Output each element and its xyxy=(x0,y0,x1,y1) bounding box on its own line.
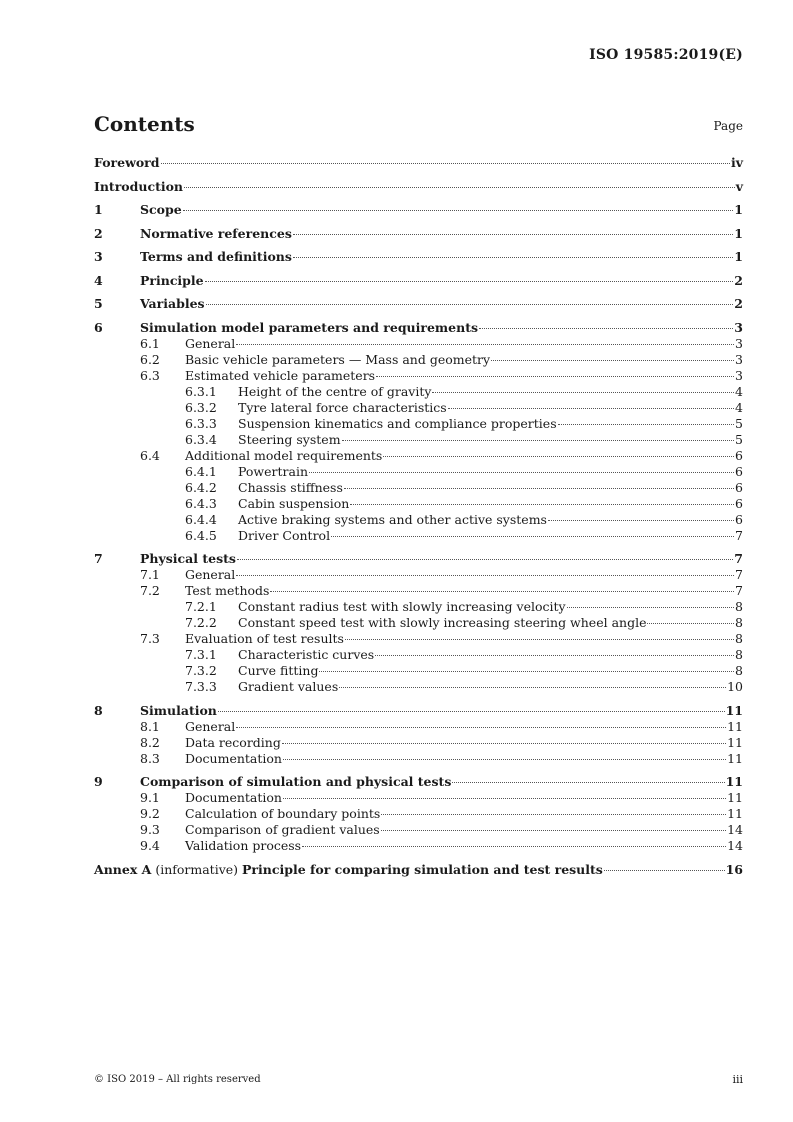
toc-entry-number: 6.3 xyxy=(140,367,160,383)
dot-leader xyxy=(236,575,734,576)
toc-entry-title: Test methods xyxy=(185,583,270,598)
toc-entry-page: 8 xyxy=(735,599,743,614)
toc-entry[interactable] xyxy=(94,703,743,719)
toc-entry-title: Additional model requirements xyxy=(185,447,383,463)
dot-leader xyxy=(339,687,726,688)
toc-entry-number: 3 xyxy=(94,249,103,264)
dot-leader xyxy=(206,304,734,305)
dot-leader xyxy=(205,281,734,282)
toc-entry[interactable] xyxy=(94,599,743,615)
toc-entry-page: 6 xyxy=(735,463,743,479)
toc-entry-title: Estimated vehicle parameters xyxy=(185,367,376,383)
toc-entry-page: 6 xyxy=(735,495,743,511)
toc-entry-title: Normative references xyxy=(140,225,292,241)
toc-entry-page: 3 xyxy=(734,319,743,335)
toc-entry-page: 6 xyxy=(735,479,743,495)
toc-entry-number: 6.4.1 xyxy=(185,463,217,479)
dot-leader xyxy=(448,408,734,409)
toc-entry-title: Validation process xyxy=(185,838,302,853)
toc-entry-page: 1 xyxy=(734,225,743,241)
toc-entry-page: 7 xyxy=(735,583,743,598)
toc-entry-title: Constant radius test with slowly increasing velocity xyxy=(238,599,566,614)
toc-entry-title: Calculation of boundary points xyxy=(185,806,381,821)
dot-leader xyxy=(647,623,734,624)
toc-entry-page: 10 xyxy=(727,679,743,694)
toc-entry-title: Chassis stiffness xyxy=(238,479,343,495)
dot-leader xyxy=(293,257,733,258)
dot-leader xyxy=(282,743,726,744)
toc-entry[interactable] xyxy=(94,273,743,289)
contents-title: Contents xyxy=(94,112,195,136)
toc-entry-page: 3 xyxy=(735,335,743,351)
dot-leader xyxy=(161,163,730,164)
toc-entry-number: 5 xyxy=(94,296,103,311)
dot-leader xyxy=(319,671,734,672)
annex-type: (informative) xyxy=(155,861,239,877)
dot-leader xyxy=(237,559,733,560)
toc-entry-number: 6.3.4 xyxy=(185,431,217,447)
toc-entry-title: Principle xyxy=(140,272,204,288)
toc-entry-title: Driver Control xyxy=(238,527,331,543)
dot-leader xyxy=(383,456,734,457)
toc-entry-page: 7 xyxy=(734,551,743,566)
toc-entry-title: Height of the centre of gravity xyxy=(238,383,432,399)
toc-entry[interactable] xyxy=(94,400,743,416)
toc-entry[interactable] xyxy=(94,647,743,663)
toc-entry[interactable] xyxy=(94,296,743,312)
toc-entry-title: Terms and definitions xyxy=(140,249,292,264)
toc-entry-number: 9.1 xyxy=(140,790,160,805)
page-column-label: Page xyxy=(713,119,743,133)
toc-entry[interactable] xyxy=(94,862,743,878)
toc-entry-page: 7 xyxy=(735,567,743,582)
toc-entry[interactable] xyxy=(94,336,743,352)
toc-entry-page: 2 xyxy=(734,272,743,288)
document-header-id: ISO 19585:2019(E) xyxy=(589,47,743,63)
toc-entry-number: 7.2 xyxy=(140,583,160,598)
dot-leader xyxy=(558,424,734,425)
toc-entry-number: 8.2 xyxy=(140,734,160,750)
toc-entry[interactable] xyxy=(94,155,743,171)
toc-entry-number: 6.4 xyxy=(140,447,160,463)
toc-entry-number: 6.1 xyxy=(140,335,160,351)
toc-entry-page: 5 xyxy=(735,431,743,447)
toc-entry[interactable] xyxy=(94,751,743,767)
toc-entry[interactable] xyxy=(94,719,743,735)
toc-entry-number: 7.3.3 xyxy=(185,679,217,694)
toc-entry[interactable] xyxy=(94,448,743,464)
dot-leader xyxy=(183,210,734,211)
toc-entry-page: 6 xyxy=(735,447,743,463)
dot-leader xyxy=(375,655,734,656)
toc-entry-number: 6.3.1 xyxy=(185,383,217,399)
toc-entry-number: 8 xyxy=(94,702,103,718)
dot-leader xyxy=(344,488,734,489)
toc-entry-number: 6.2 xyxy=(140,351,160,367)
toc-entry[interactable] xyxy=(94,806,743,822)
toc-entry-title: Basic vehicle parameters — Mass and geometry xyxy=(185,351,491,367)
toc-entry-page: 7 xyxy=(735,527,743,543)
toc-entry-page: 1 xyxy=(734,249,743,264)
toc-entry-number: 7.3 xyxy=(140,631,160,646)
dot-leader xyxy=(283,759,726,760)
dot-leader xyxy=(236,727,726,728)
toc-entry[interactable] xyxy=(94,790,743,806)
toc-entry[interactable] xyxy=(94,416,743,432)
dot-leader xyxy=(452,782,724,783)
annex-label: Annex A xyxy=(94,861,152,877)
toc-entry-page: 4 xyxy=(735,383,743,399)
toc-entry[interactable] xyxy=(94,551,743,567)
toc-entry-number: 6.4.5 xyxy=(185,527,217,543)
toc-entry-page: 14 xyxy=(727,822,743,837)
toc-entry-page: 11 xyxy=(727,750,743,766)
dot-leader xyxy=(604,870,725,871)
toc-entry[interactable] xyxy=(94,202,743,218)
toc-entry-title: General xyxy=(185,335,236,351)
toc-entry-number: 7.3.1 xyxy=(185,647,217,662)
dot-leader xyxy=(567,607,734,608)
dot-leader xyxy=(491,360,734,361)
toc-entry[interactable] xyxy=(94,615,743,631)
toc-entry-page: 16 xyxy=(725,861,743,877)
toc-entry-title: Curve fitting xyxy=(238,663,319,678)
dot-leader xyxy=(302,846,726,847)
toc-entry-title: Steering system xyxy=(238,431,341,447)
toc-entry-page: v xyxy=(735,178,743,194)
toc-entry[interactable] xyxy=(94,838,743,854)
toc-entry[interactable] xyxy=(94,583,743,599)
toc-entry-title: Constant speed test with slowly increasing steering wheel angle xyxy=(238,615,647,630)
toc-entry-title: Simulation model parameters and requirements xyxy=(140,319,479,335)
toc-entry-number: 8.1 xyxy=(140,718,160,734)
toc-entry[interactable] xyxy=(94,179,743,195)
toc-entry-number: 7.2.2 xyxy=(185,615,217,630)
dot-leader xyxy=(376,376,734,377)
toc-entry-number: 6.3.2 xyxy=(185,399,217,415)
toc-entry-title: Data recording xyxy=(185,734,281,750)
dot-leader xyxy=(309,472,734,473)
toc-entry-page: 3 xyxy=(735,351,743,367)
toc-entry[interactable] xyxy=(94,496,743,512)
toc-entry-page: iv xyxy=(730,155,743,170)
toc-entry-title: Powertrain xyxy=(238,463,309,479)
toc-entry-page: 8 xyxy=(735,631,743,646)
toc-entry[interactable] xyxy=(94,735,743,751)
toc-entry-title: Gradient values xyxy=(238,679,339,694)
toc-entry-title xyxy=(94,862,603,878)
dot-leader xyxy=(218,711,725,712)
toc-entry[interactable] xyxy=(94,567,743,583)
toc-entry-title: Physical tests xyxy=(140,551,236,566)
toc-entry-page: 4 xyxy=(735,399,743,415)
toc-entry-page: 11 xyxy=(725,774,743,789)
dot-leader xyxy=(184,187,735,188)
toc-entry-number: 6.4.2 xyxy=(185,479,217,495)
toc-entry-title: General xyxy=(185,567,236,582)
toc-entry-title: Evaluation of test results xyxy=(185,631,344,646)
toc-entry[interactable] xyxy=(94,320,743,336)
toc-entry[interactable] xyxy=(94,663,743,679)
toc-entry-page: 11 xyxy=(727,806,743,821)
toc-entry-number: 9.3 xyxy=(140,822,160,837)
footer-copyright: © ISO 2019 – All rights reserved xyxy=(94,1074,261,1085)
toc-entry-page: 8 xyxy=(735,615,743,630)
toc-entry-number: 7.1 xyxy=(140,567,160,582)
toc-entry-page: 5 xyxy=(735,415,743,431)
toc-entry-title: Scope xyxy=(140,202,182,217)
dot-leader xyxy=(236,344,734,345)
toc-entry-title: Active braking systems and other active systems xyxy=(238,511,547,527)
toc-entry[interactable] xyxy=(94,480,743,496)
toc-entry-page: 8 xyxy=(735,647,743,662)
toc-entry-title: Documentation xyxy=(185,750,282,766)
toc-entry[interactable] xyxy=(94,352,743,368)
toc-entry-number: 2 xyxy=(94,225,103,241)
annex-title: Principle for comparing simulation and test results xyxy=(242,861,603,877)
toc-entry[interactable] xyxy=(94,512,743,528)
dot-leader xyxy=(331,536,734,537)
toc-entry-title: Comparison of gradient values xyxy=(185,822,380,837)
toc-entry-title: Cabin suspension xyxy=(238,495,350,511)
dot-leader xyxy=(342,440,735,441)
toc-entry-title: Comparison of simulation and physical tests xyxy=(140,774,452,789)
toc-entry-number: 9 xyxy=(94,774,103,789)
toc-entry-title: General xyxy=(185,718,236,734)
toc-entry[interactable] xyxy=(94,226,743,242)
toc-entry-number: 6.3.3 xyxy=(185,415,217,431)
toc-entry-number: 1 xyxy=(94,202,103,217)
table-of-contents xyxy=(94,155,743,878)
toc-entry-page: 2 xyxy=(734,296,743,311)
toc-entry-number: 8.3 xyxy=(140,750,160,766)
toc-entry[interactable] xyxy=(94,384,743,400)
dot-leader xyxy=(381,814,726,815)
toc-entry-number: 9.2 xyxy=(140,806,160,821)
toc-entry-number: 7.2.1 xyxy=(185,599,217,614)
toc-entry[interactable] xyxy=(94,679,743,695)
dot-leader xyxy=(350,504,734,505)
toc-entry-number: 6 xyxy=(94,319,103,335)
dot-leader xyxy=(432,392,734,393)
toc-entry-title: Tyre lateral force characteristics xyxy=(238,399,447,415)
toc-entry-title: Variables xyxy=(140,296,205,311)
toc-entry[interactable] xyxy=(94,432,743,448)
toc-entry-page: 14 xyxy=(727,838,743,853)
toc-entry[interactable] xyxy=(94,368,743,384)
toc-entry-number: 9.4 xyxy=(140,838,160,853)
dot-leader xyxy=(270,591,734,592)
toc-entry[interactable] xyxy=(94,774,743,790)
toc-entry[interactable] xyxy=(94,249,743,265)
toc-entry-page: 11 xyxy=(727,734,743,750)
toc-entry-number: 6.4.4 xyxy=(185,511,217,527)
toc-entry-number: 7 xyxy=(94,551,103,566)
toc-entry-page: 3 xyxy=(735,367,743,383)
toc-entry-page: 11 xyxy=(725,702,743,718)
toc-entry-number: 7.3.2 xyxy=(185,663,217,678)
toc-entry-page: 11 xyxy=(727,718,743,734)
toc-entry-number: 4 xyxy=(94,272,103,288)
toc-entry-page: 6 xyxy=(735,511,743,527)
toc-entry-number: 6.4.3 xyxy=(185,495,217,511)
toc-entry-title: Documentation xyxy=(185,790,282,805)
toc-entry-title: Foreword xyxy=(94,155,160,170)
toc-entry-page: 8 xyxy=(735,663,743,678)
toc-entry-page: 1 xyxy=(734,202,743,217)
dot-leader xyxy=(479,328,733,329)
toc-entry[interactable] xyxy=(94,822,743,838)
toc-entry-title: Simulation xyxy=(140,702,217,718)
dot-leader xyxy=(345,639,734,640)
toc-entry[interactable] xyxy=(94,464,743,480)
toc-entry[interactable] xyxy=(94,528,743,544)
dot-leader xyxy=(293,234,733,235)
dot-leader xyxy=(283,798,726,799)
toc-entry-page: 11 xyxy=(727,790,743,805)
toc-entry-title: Characteristic curves xyxy=(238,647,375,662)
toc-entry-title: Introduction xyxy=(94,178,184,194)
toc-entry[interactable] xyxy=(94,631,743,647)
dot-leader xyxy=(548,520,734,521)
dot-leader xyxy=(381,830,726,831)
footer-page-number: iii xyxy=(732,1073,743,1086)
toc-entry-title: Suspension kinematics and compliance properties xyxy=(238,415,557,431)
